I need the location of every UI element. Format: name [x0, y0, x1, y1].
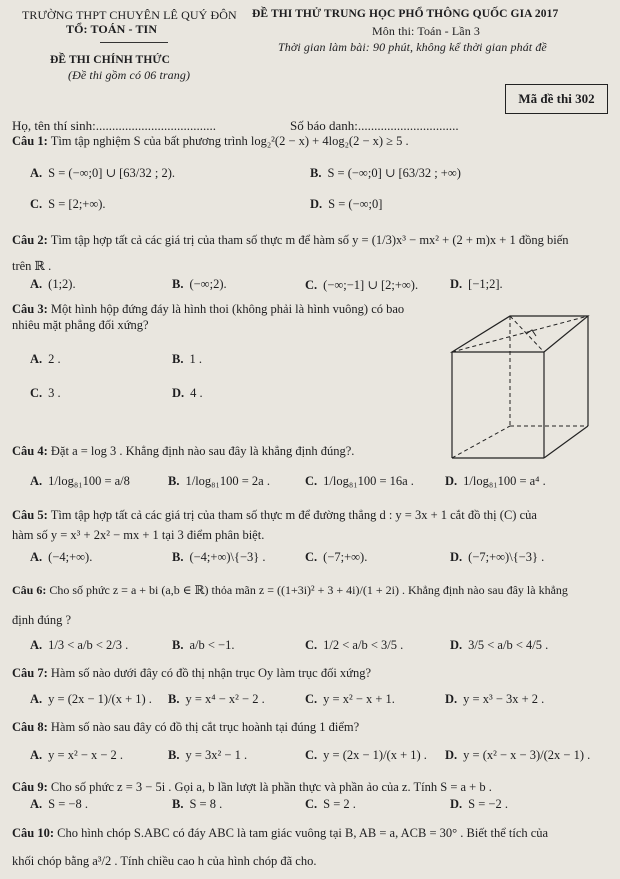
exam-title: ĐỀ THI THỬ TRUNG HỌC PHỔ THÔNG QUỐC GIA 2017 — [252, 8, 559, 20]
pages-note: (Đề thi gồm có 06 trang) — [68, 68, 191, 82]
exam-code-box — [505, 84, 608, 114]
q7-option-d[interactable]: D. y = x³ − 3x + 2 . — [445, 692, 545, 706]
q8-option-a[interactable]: A. y = x² − x − 2 . — [30, 748, 124, 762]
student-name-field: Họ, tên thí sinh:..................................... — [12, 118, 217, 133]
question-7: Câu 7: Hàm số nào dưới đây có đồ thị nhận trục Oy làm trục đối xứng? — [12, 666, 371, 680]
q5-option-d[interactable]: D. (−7;+∞)\{−3} . — [450, 550, 545, 564]
q3-option-b[interactable]: B. 1 . — [172, 352, 202, 366]
question-10-cont: khối chóp bằng a³/2 . Tính chiều cao h của hình chóp đã cho. — [12, 854, 317, 868]
q9-option-b[interactable]: B. S = 8 . — [172, 797, 223, 811]
exam-code: Mã đề thi 302 — [518, 91, 595, 106]
subject: Môn thi: Toán - Lần 3 — [372, 24, 481, 38]
q1-option-d[interactable]: D. S = (−∞;0] — [310, 197, 383, 211]
question-6: Câu 6: Cho số phức z = a + bi (a,b ∈ ℝ) thỏa mãn z = ((1+3i)² + 3 + 4i)/(1 + 2i) . Khẳng định nào sau đây là khẳng — [12, 583, 568, 597]
q1-option-b[interactable]: B. S = (−∞;0] ∪ [63/32 ; +∞) — [310, 166, 461, 180]
q3-option-a[interactable]: A. 2 . — [30, 352, 61, 366]
question-9: Câu 9: Cho số phức z = 3 − 5i . Gọi a, b lần lượt là phần thực và phần ảo của z. Tính S = a + b . — [12, 780, 492, 794]
q6-option-b[interactable]: B. a/b < −1. — [172, 638, 235, 652]
header-divider — [100, 42, 168, 43]
q1-option-a[interactable]: A. S = (−∞;0] ∪ [63/32 ; 2). — [30, 166, 176, 180]
student-id-field: Số báo danh:............................... — [290, 118, 459, 133]
q8-option-c[interactable]: C. y = (2x − 1)/(x + 1) . — [305, 748, 427, 762]
q3-option-d[interactable]: D. 4 . — [172, 386, 203, 400]
question-5: Câu 5: Tìm tập hợp tất cả các giá trị của tham số thực m để đường thẳng d : y = 3x + 1 cắt đồ thị (C) của — [12, 508, 537, 522]
q9-option-c[interactable]: C. S = 2 . — [305, 797, 356, 811]
q6-option-a[interactable]: A. 1/3 < a/b < 2/3 . — [30, 638, 129, 652]
question-10: Câu 10: Cho hình chóp S.ABC có đáy ABC là tam giác vuông tại B, AB = a, ACB = 30° . Biết thể tích của — [12, 826, 549, 840]
q9-option-d[interactable]: D. S = −2 . — [450, 797, 508, 811]
q2-option-c[interactable]: C. (−∞;−1] ∪ [2;+∞). — [305, 278, 419, 292]
official-label: ĐỀ THI CHÍNH THỨC — [50, 54, 171, 66]
q8-option-b[interactable]: B. y = 3x² − 1 . — [168, 748, 248, 762]
q4-option-d[interactable]: D. 1/log₈₁100 = a⁴ . — [445, 474, 546, 488]
q7-option-a[interactable]: A. y = (2x − 1)/(x + 1) . — [30, 692, 152, 706]
q4-option-c[interactable]: C. 1/log₈₁100 = 16a . — [305, 474, 414, 488]
question-5-cont: hàm số y = x³ + 2x² − mx + 1 tại 3 điểm phân biệt. — [12, 528, 265, 542]
question-4: Câu 4: Đặt a = log 3 . Khẳng định nào sau đây là khẳng định đúng?. — [12, 444, 355, 458]
question-3: Câu 3: Một hình hộp đứng đáy là hình thoi (không phải là hình vuông) có bao — [12, 302, 405, 316]
q3-option-c[interactable]: C. 3 . — [30, 386, 61, 400]
q4-option-a[interactable]: A. 1/log₈₁100 = a/8 — [30, 474, 130, 488]
q7-option-b[interactable]: B. y = x⁴ − x² − 2 . — [168, 692, 265, 706]
school-name: TRƯỜNG THPT CHUYÊN LÊ QUÝ ĐÔN — [22, 8, 237, 22]
q2-option-a[interactable]: A. (1;2). — [30, 277, 76, 291]
question-1: Câu 1: Tìm tập nghiệm S của bất phương trình log₂²(2 − x) + 4log₂(2 − x) ≥ 5 . — [12, 134, 409, 148]
q6-option-d[interactable]: D. 3/5 < a/b < 4/5 . — [450, 638, 549, 652]
question-2-cont: trên ℝ . — [12, 259, 52, 273]
q5-option-c[interactable]: C. (−7;+∞). — [305, 550, 368, 564]
q2-option-b[interactable]: B. (−∞;2). — [172, 277, 227, 291]
q8-option-d[interactable]: D. y = (x² − x − 3)/(2x − 1) . — [445, 748, 591, 762]
exam-time: Thời gian làm bài: 90 phút, không kể thời gian phát đề — [278, 40, 547, 54]
q6-option-c[interactable]: C. 1/2 < a/b < 3/5 . — [305, 638, 404, 652]
q1-option-c[interactable]: C. S = [2;+∞). — [30, 197, 106, 211]
q7-option-c[interactable]: C. y = x² − x + 1. — [305, 692, 395, 706]
q4-option-b[interactable]: B. 1/log₈₁100 = 2a . — [168, 474, 270, 488]
question-3-cont: nhiêu mặt phẳng đối xứng? — [12, 318, 149, 332]
question-8: Câu 8: Hàm số nào sau đây có đồ thị cắt trục hoành tại đúng 1 điểm? — [12, 720, 360, 734]
q5-option-b[interactable]: B. (−4;+∞)\{−3} . — [172, 550, 266, 564]
q5-option-a[interactable]: A. (−4;+∞). — [30, 550, 93, 564]
question-2: Câu 2: Tìm tập hợp tất cả các giá trị của tham số thực m để hàm số y = (1/3)x³ − mx² + (2 + m)x + 1 đồng biến — [12, 233, 569, 247]
department: TỔ: TOÁN - TIN — [66, 22, 158, 36]
rhombus-prism-figure — [440, 308, 612, 468]
q9-option-a[interactable]: A. S = −8 . — [30, 797, 88, 811]
question-6-cont: định đúng ? — [12, 613, 72, 627]
q2-option-d[interactable]: D. [−1;2]. — [450, 277, 503, 291]
